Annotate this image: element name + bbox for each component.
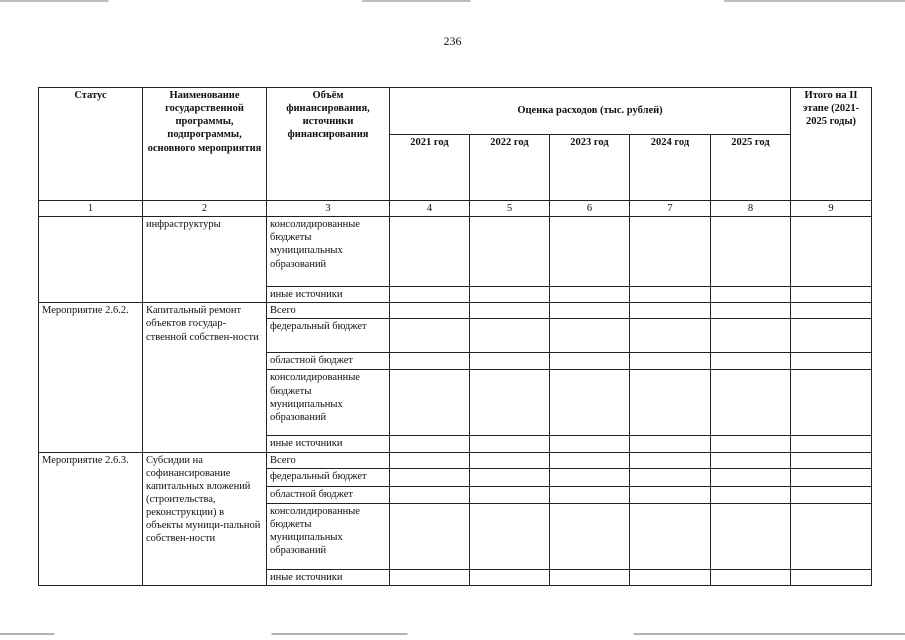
scan-edge-bottom: [0, 633, 905, 635]
column-number: 2: [143, 201, 267, 217]
header-year-2025: 2025 год: [711, 134, 791, 200]
source-label: консолидированные бюджеты муниципальных образований: [267, 217, 390, 287]
column-number: 6: [550, 201, 630, 217]
header-year-2024: 2024 год: [630, 134, 711, 200]
measure-status: Мероприятие 2.6.3.: [39, 452, 143, 585]
measure-name: Капитальный ремонт объектов государ-ственной собствен-ности: [143, 303, 267, 452]
source-label: иные источники: [267, 569, 390, 585]
measure-name: инфраструктуры: [143, 217, 267, 303]
source-label: иные источники: [267, 287, 390, 303]
header-estimate: Оценка расходов (тыс. рублей): [390, 88, 791, 135]
measure-name: Субсидии на софинансирование капитальных вложений (строительства, реконструкции) в объекты муници-пальной собствен-ности: [143, 452, 267, 585]
financing-table: [38, 87, 872, 586]
page-number: 236: [443, 34, 462, 48]
source-label: консолидированные бюджеты муниципальных образований: [267, 370, 390, 436]
measure-status: Мероприятие 2.6.2.: [39, 303, 143, 452]
header-year-2023: 2023 год: [550, 134, 630, 200]
column-number: 4: [390, 201, 470, 217]
source-label: Всего: [267, 452, 390, 468]
header-year-2021: 2021 год: [390, 134, 470, 200]
column-number: 1: [39, 201, 143, 217]
column-number: 3: [267, 201, 390, 217]
table-row: [39, 452, 872, 468]
column-number: 9: [791, 201, 872, 217]
source-label: консолидированные бюджеты муниципальных образований: [267, 503, 390, 569]
status-cell: [39, 217, 143, 303]
column-number: 7: [630, 201, 711, 217]
column-number: 5: [470, 201, 550, 217]
source-label: Всего: [267, 303, 390, 319]
scan-edge-top: [0, 0, 905, 2]
column-number-row: [39, 201, 872, 217]
header-name: Наименование государственной программы, подпрограммы, основного мероприятия: [143, 88, 267, 201]
source-label: федеральный бюджет: [267, 319, 390, 353]
table-row: [39, 303, 872, 319]
source-label: областной бюджет: [267, 486, 390, 503]
column-number: 8: [711, 201, 791, 217]
source-label: областной бюджет: [267, 353, 390, 370]
header-row-1: [39, 88, 872, 135]
source-label: федеральный бюджет: [267, 468, 390, 486]
table-row: [39, 217, 872, 287]
header-total: Итого на II этапе (2021-2025 годы): [791, 88, 872, 201]
header-status: Статус: [39, 88, 143, 201]
header-year-2022: 2022 год: [470, 134, 550, 200]
header-volume: Объём финансирования, источники финансирования: [267, 88, 390, 201]
source-label: иные источники: [267, 436, 390, 452]
